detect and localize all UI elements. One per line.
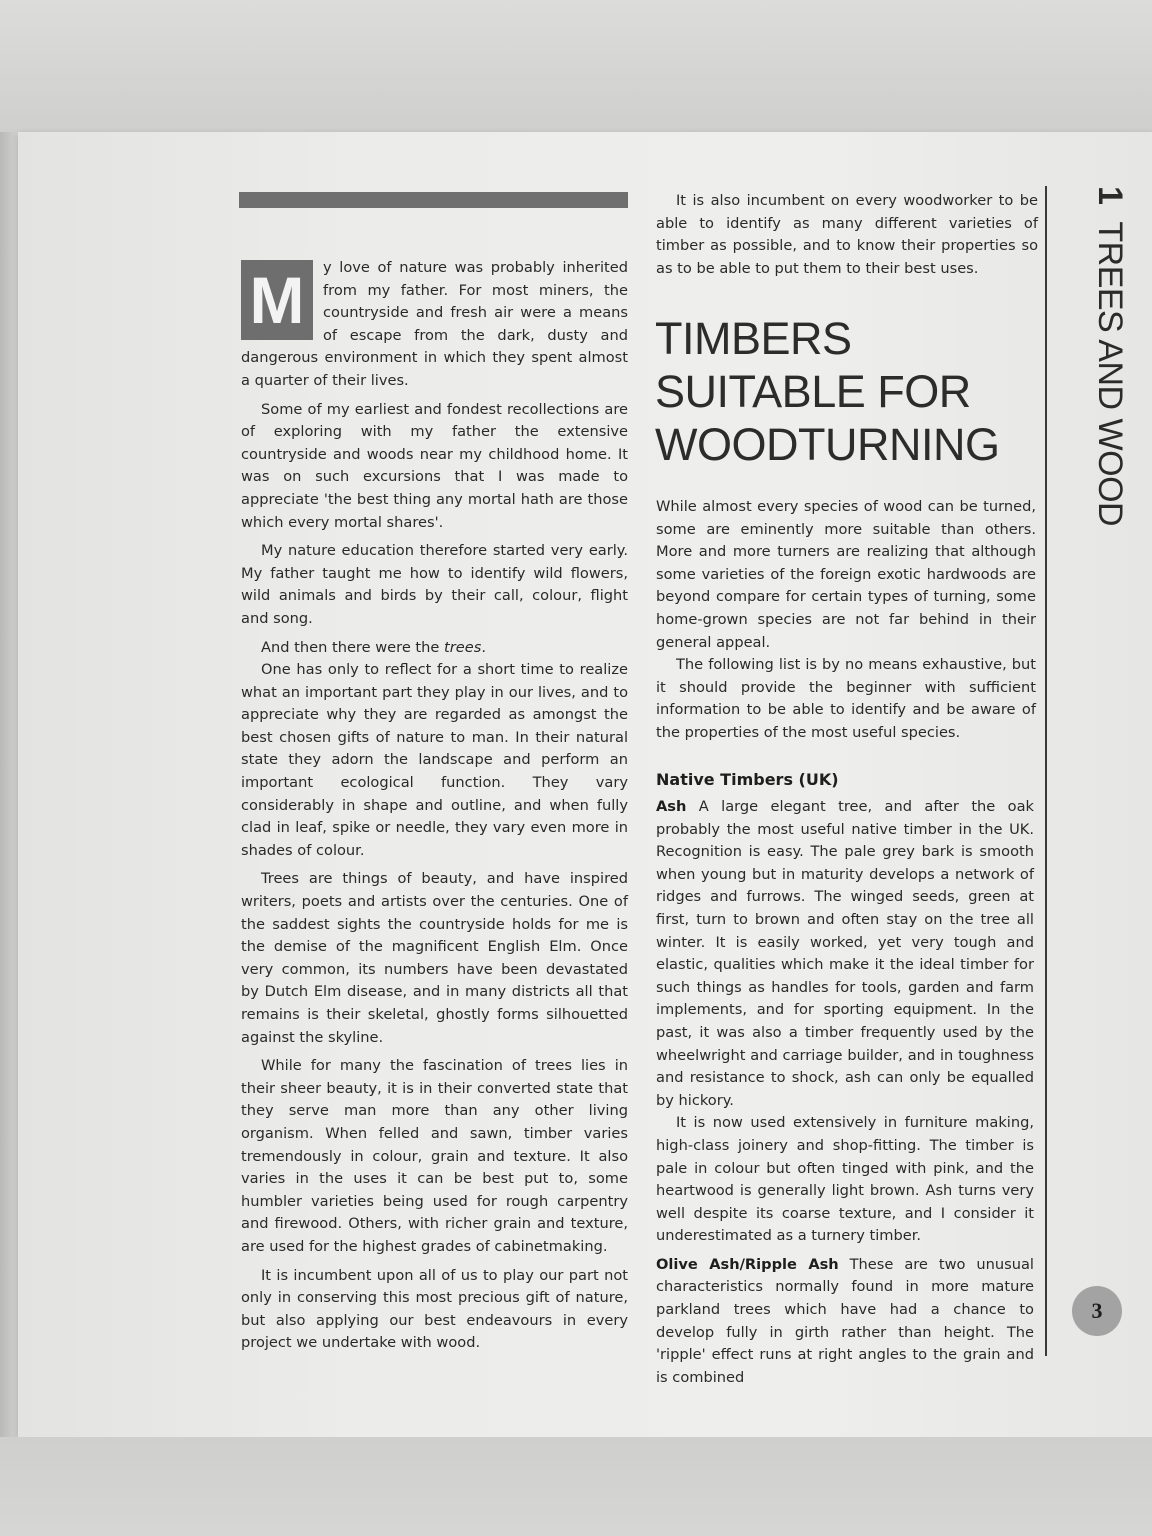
paragraph-text: y love of nature was probably inherited from my father. For most miners, the countryside and fresh air were a means of escape from the dark, dusty and dangerous environment in which they spent almost a quarter of their lives. <box>241 259 628 389</box>
paragraph: It is also incumbent on every woodworker to be able to identify as many different varieties of timber as possible, and to know their properties so as to be able to put them to their best uses. <box>656 192 1038 277</box>
subheading: Native Timbers (UK) <box>656 770 839 789</box>
right-column-entries <box>656 796 1034 1389</box>
chapter-title-text: TREES AND WOOD <box>1091 221 1129 527</box>
paragraph-text: . <box>481 638 486 656</box>
paragraph: Trees are things of beauty, and have inspired writers, poets and artists over the centuries. One of the saddest sights the countryside holds for me is the demise of the magnificent English Elm. Once very common, its numbers have been devastated by Dutch Elm disease, and in many districts all that remains is their skeletal, ghostly forms silhouetted against the skyline. <box>241 870 628 1046</box>
decorative-header-bar <box>239 192 628 208</box>
entry-term: Olive Ash/Ripple Ash <box>656 1255 839 1273</box>
vertical-rule <box>1045 186 1047 1356</box>
heading-line: SUITABLE FOR <box>655 366 971 417</box>
paragraph: It is now used extensively in furniture making, high-class joinery and shop-fitting. The timber is pale in colour but often tinged with pink, and the heartwood is generally light brown. Ash turns very well despite its coarse texture, and I consider it underestimated as a turnery timber. <box>656 1114 1034 1245</box>
paragraph: One has only to reflect for a short time to realize what an important part they play in our lives, and to appreciate why they are regarded as amongst the best chosen gifts of nature to man. In their natural state they adorn the landscape and perform an important ecological function. They vary considerably in shape and outline, and when fully clad in leaf, spike or needle, they vary even more in shades of colour. <box>241 661 628 859</box>
section-heading <box>655 312 1035 471</box>
entry-ash <box>656 796 1034 1112</box>
drop-cap: M <box>241 260 313 340</box>
background-bottom <box>0 1437 1152 1536</box>
paragraph-text: And then there were the <box>261 638 445 656</box>
chapter-title <box>1090 186 1129 526</box>
paragraph: Some of my earliest and fondest recollections are of exploring with my father the extensive countryside and woods near my childhood home. It was on such excursions that I was made to appreciate 'the best thing any mortal hath are those which every mortal shares'. <box>241 400 628 531</box>
page-edge <box>0 132 18 1437</box>
paragraph: My nature education therefore started very early. My father taught me how to identify wild flowers, wild animals and birds by their call, colour, flight and song. <box>241 542 628 627</box>
chapter-number: 1 <box>1091 186 1129 205</box>
paragraph: While almost every species of wood can be turned, some are eminently more suitable than others. More and more turners are realizing that although some varieties of the foreign exotic hardwoods are beyond compare for certain types of turning, some home-grown species are not far behind in their general appeal. <box>656 498 1036 651</box>
background-top <box>0 0 1152 132</box>
paragraph: The following list is by no means exhaustive, but it should provide the beginner with sufficient information to be able to identify and be aware of the properties of the most useful species. <box>656 656 1036 741</box>
right-column-body <box>656 496 1036 745</box>
entry-text: A large elegant tree, and after the oak probably the most useful native timber in the UK. Recognition is easy. The pale grey bark is smooth when young but in maturity develops a network of ridges and furrows. The winged seeds, green at first, turn to brown and often stay on the tree all winter. It is easily worked, yet very tough and elastic, qualities which make it the ideal timber for such things as handles for tools, garden and farm implements, and for sporting equipment. In the past, it was also a timber frequently used by the wheelwright and carriage builder, and in toughness and resistance to shock, ash can only be equalled by hickory. <box>656 798 1034 1109</box>
paragraph: While for many the fascination of trees lies in their sheer beauty, it is in their converted state that they serve man more than any other living organism. When felled and sawn, timber varies tremendously in colour, grain and texture. It also varies in the uses it can be best put to, some humbler varieties being used for rough carpentry and firewood. Others, with richer grain and texture, are used for the highest grades of cabinetmaking. <box>241 1057 628 1255</box>
paragraph <box>241 637 628 660</box>
entry-term: Ash <box>656 798 687 815</box>
entry-olive-ash <box>656 1254 1034 1390</box>
emphasis-text: trees <box>444 638 482 656</box>
page-number: 3 <box>1072 1286 1122 1336</box>
heading-line: WOODTURNING <box>655 419 1000 470</box>
paragraph: It is incumbent upon all of us to play our part not only in conserving this most precious gift of nature, but also applying our best endeavours in every project we undertake with wood. <box>241 1266 628 1352</box>
opening-paragraph <box>241 257 628 393</box>
heading-line: TIMBERS <box>655 313 852 364</box>
right-column-intro <box>656 190 1038 280</box>
entry-text: These are two unusual characteristics normally found in more mature parkland trees which have had a chance to develop fully in girth rather than height. The 'ripple' effect runs at right angles to the grain and is combined <box>656 1255 1034 1386</box>
left-column <box>241 257 628 1355</box>
